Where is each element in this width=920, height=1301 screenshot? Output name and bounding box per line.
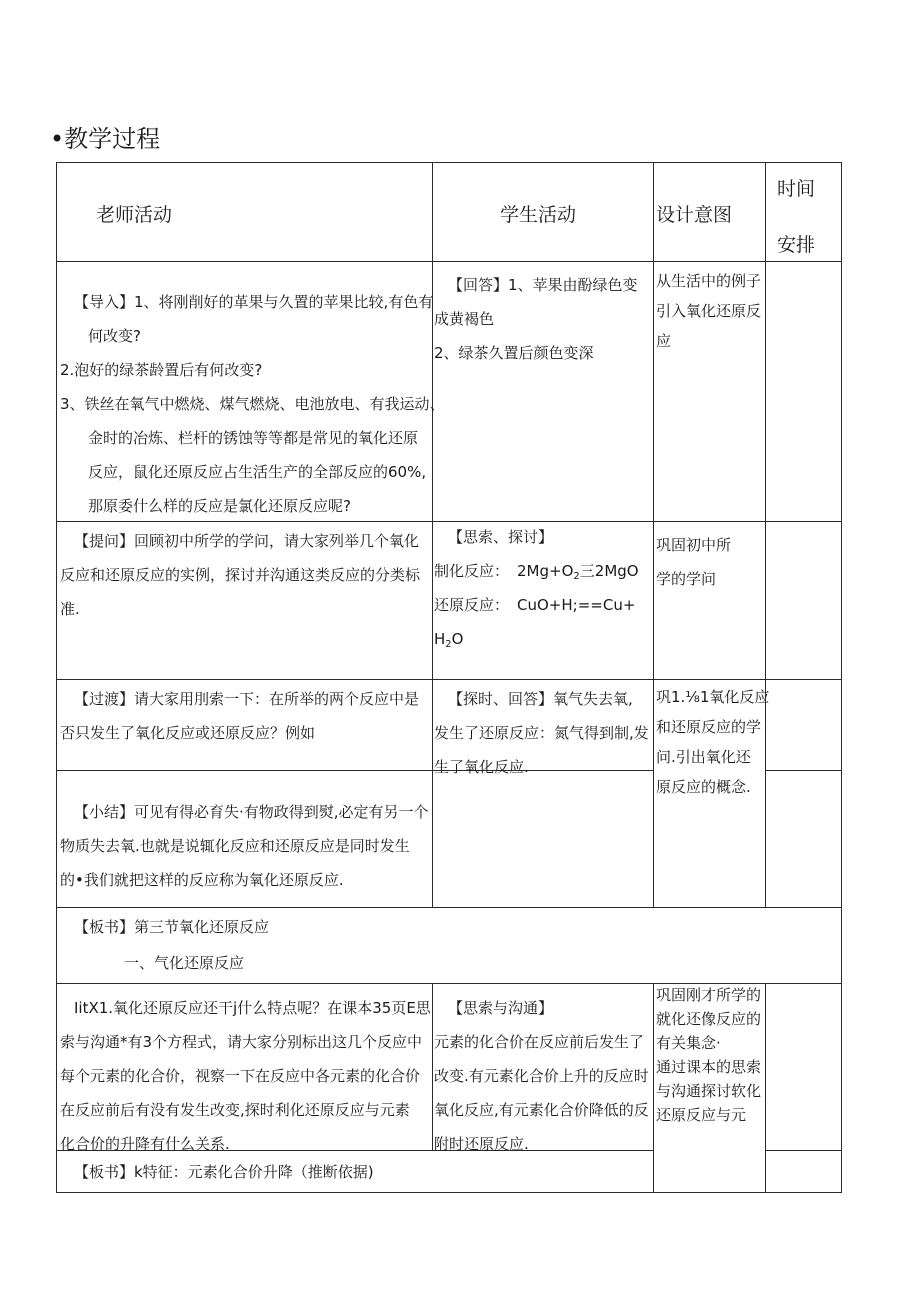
oxidation-equation: 制化反应： $2Mg+O_2$三2MgO (434, 562, 639, 582)
teacher-activity-cell: IitX1.氧化还原反应还干j什么特点呢？在课本35页E思 索与沟通*有3个方程式，请大家分别标出这几个反应中 每个元素的化合价，视察一下在反应中各元素的化合价 在反应前后有没有发生改变,探时利化还原反应与元素 化合价的升降有什么关系. (60, 999, 431, 1153)
design-intent-cell: 从生活中的例子 引入氧化还原反 应 (656, 272, 762, 350)
student-activity-cell: 【思索、探讨】 制化反应： $2Mg+O_2$三2MgO 还原反应： CuO+H;==Cu+ $H_2O$ (434, 520, 639, 656)
reduction-equation: 还原反应： CuO+H;==Cu+ (434, 596, 636, 614)
row-divider (56, 261, 842, 262)
table-border-bottom (56, 1192, 842, 1193)
board-note-banner: 【板书】第三节氧化还原反应 一、气化还原反应 (74, 918, 270, 972)
column-divider (653, 983, 654, 1193)
design-intent-cell: 巩1.⅛1氧化反应 和还原反应的学 问.引出氧化还 原反应的概念. (656, 688, 770, 796)
header-time-line2: 安排 (777, 234, 816, 256)
header-time-line1: 时间 (777, 178, 816, 200)
student-activity-cell: 【思索与沟通】 元素的化合价在反应前后发生了 改变.有元素化合价上升的反应时 氧化反应,有元素化合价降低的反 附时还原反应. (434, 999, 649, 1153)
teacher-activity-cell: 【导入】1、将刚削好的革果与久置的苹果比较,有色有 何改变? 2.泡好的绿茶龄置后有何改变? 3、铁丝在氧气中燃烧、煤气燃烧、电池放电、有我运动、 金时的冶炼、栏杆的锈蚀等等都是常见的氧化还原 反应，鼠化还原反应占生活生产的全部反应的60%, 那原委什么样的反应是氯化还原反应呢? (60, 293, 445, 515)
table-border-top (56, 162, 842, 163)
row-divider (765, 770, 842, 771)
row-divider (56, 679, 842, 680)
teacher-activity-cell: 【提问】回顾初中所学的学问，请大家列举几个氧化 反应和还原反应的实例，探讨并沟通这类反应的分类标 准. (60, 532, 421, 618)
table-border-right (841, 162, 842, 1193)
design-intent-cell: 巩固初中所 学的学问 (656, 536, 732, 588)
header-design-intent: 设计意图 (656, 204, 733, 226)
row-divider (765, 1150, 842, 1151)
page-title: •教学过程 (50, 125, 161, 153)
column-divider (765, 983, 766, 1193)
column-divider (653, 162, 654, 908)
header-student-activity: 学生活动 (500, 204, 577, 226)
teacher-activity-cell: 【板书】k特征：元素化合价升降（推断依据) (74, 1163, 374, 1181)
row-divider (56, 907, 842, 908)
column-divider (432, 983, 433, 1151)
design-intent-cell: 巩固刚才所学的 就化还像反应的 有关集念· 通过课本的思索 与沟通探讨软化 还原反应与元 (656, 986, 762, 1124)
student-activity-cell: 【回答】1、苹果由酚绿色变 成黄褐色 2、绿茶久置后颜色变深 (434, 276, 638, 362)
teacher-activity-cell: 【过渡】请大家用刖索一下：在所举的两个反应中是 否只发生了氧化反应或还原反应？例如 (60, 690, 420, 742)
student-activity-cell: 【探时、回答】氧气失去氧, 发生了还原反应：氮气得到制,发 生了氧化反应. (434, 690, 649, 776)
header-teacher-activity: 老师活动 (96, 204, 173, 226)
reduction-equation-product: $H_2O$ (434, 630, 464, 650)
column-divider (432, 162, 433, 908)
teacher-activity-cell: 【小结】可见有得必育失·有物政得到熨,必定有另一个 物质失去氧.也就是说辄化反应和还原反应是同时发生 的•我们就把这样的反应称为氧化还原反应. (60, 803, 429, 889)
table-border-left (56, 162, 57, 1193)
